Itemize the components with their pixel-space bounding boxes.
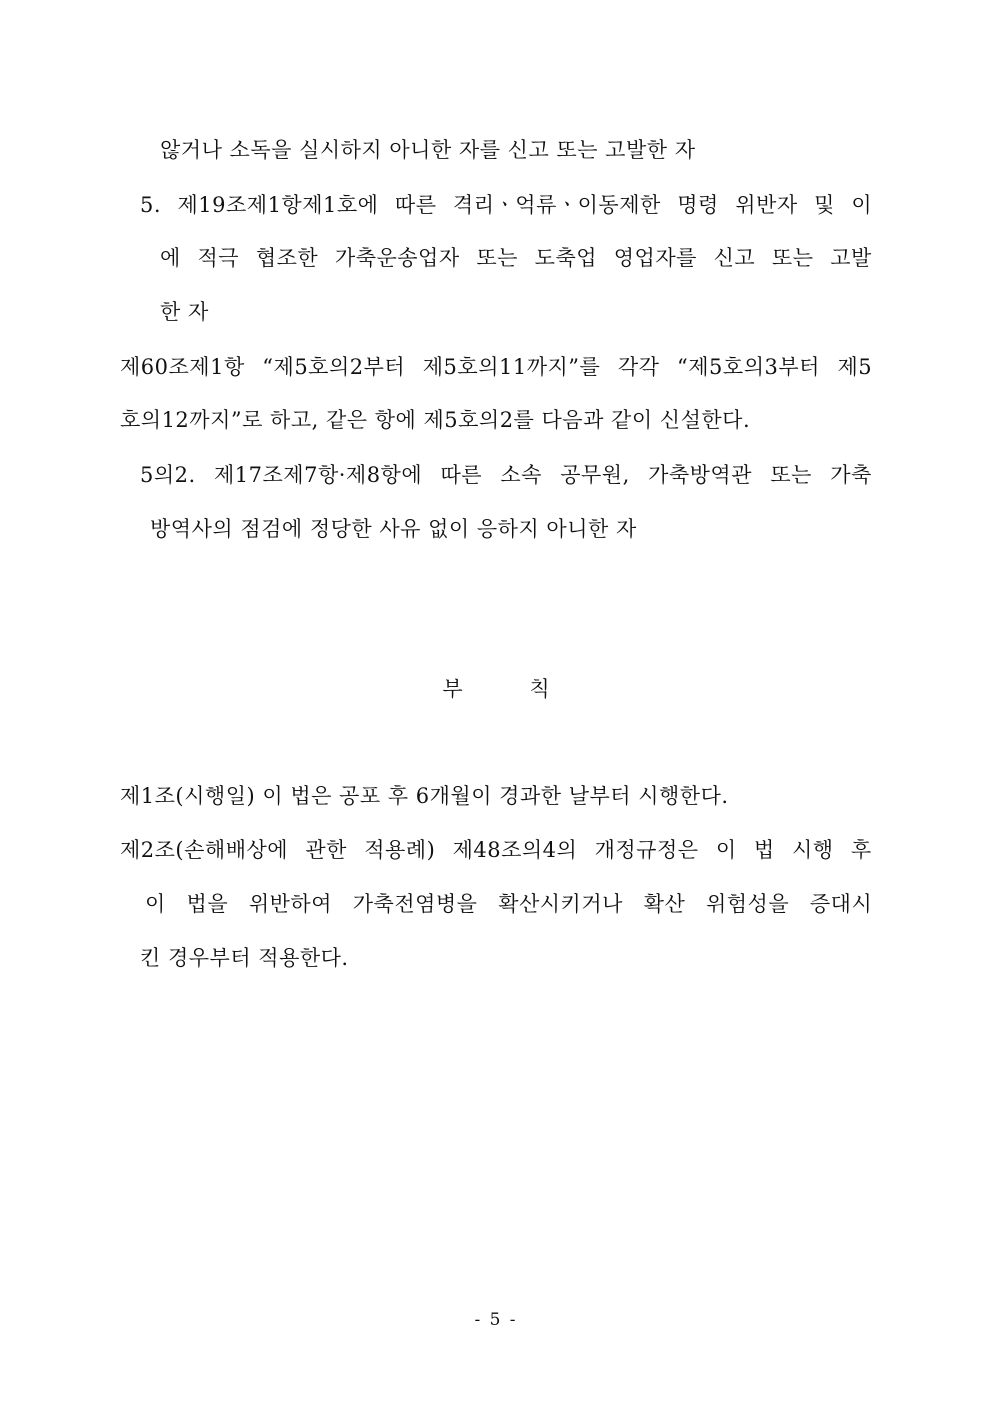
article-60-line-2: 호의12까지”로 하고, 같은 항에 제5호의2를 다음과 같이 신설한다. [120,408,751,432]
addenda-heading: 부 칙 [442,677,550,701]
addenda-article-2-line-3: 킨 경우부터 적용한다. [140,946,349,970]
item-5-line-1: 5. 제19조제1항제1호에 따른 격리ㆍ억류ㆍ이동제한 명령 위반자 및 이 [140,193,873,217]
page-number: - 5 - [474,1310,518,1330]
article-60-line-1: 제60조제1항 “제5호의2부터 제5호의11까지”를 각각 “제5호의3부터 제5 [120,355,873,379]
addenda-article-1: 제1조(시행일) 이 법은 공포 후 6개월이 경과한 날부터 시행한다. [120,784,729,808]
item-5-line-2: 에 적극 협조한 가축운송업자 또는 도축업 영업자를 신고 또는 고발 [160,246,872,270]
addenda-article-2-line-2: 이 법을 위반하여 가축전염병을 확산시키거나 확산 위험성을 증대시 [145,892,873,916]
addenda-article-2-line-1: 제2조(손해배상에 관한 적용례) 제48조의4의 개정규정은 이 법 시행 후 [120,838,872,862]
new-item-5-2-line-1: 5의2. 제17조제7항·제8항에 따른 소속 공무원, 가축방역관 또는 가축 [140,463,872,487]
item-5-line-3: 한 자 [160,300,209,324]
item-4-continuation-line: 않거나 소독을 실시하지 아니한 자를 신고 또는 고발한 자 [160,138,696,162]
new-item-5-2-line-2: 방역사의 점검에 정당한 사유 없이 응하지 아니한 자 [150,517,637,541]
